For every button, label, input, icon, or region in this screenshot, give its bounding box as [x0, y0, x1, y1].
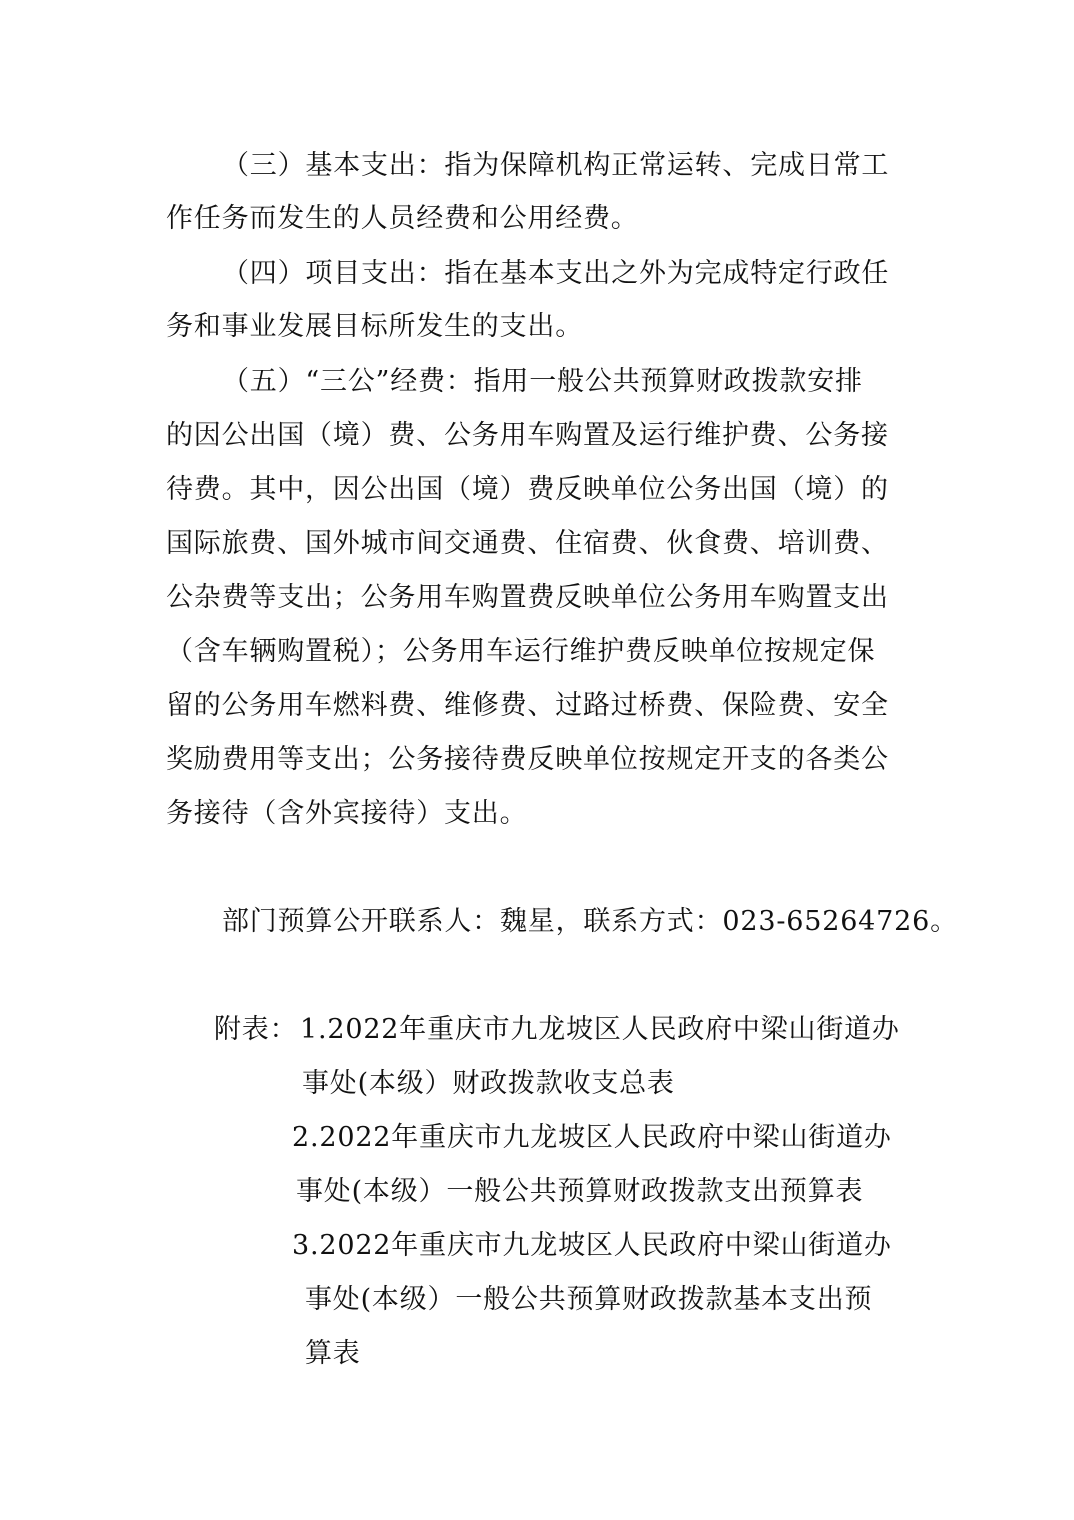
- definition-three-public-line-8: 奖励费用等支出；公务接待费反映单位按规定开支的各类公: [166, 744, 889, 775]
- attachment-item-3-line-2: 事处(本级）一般公共预算财政拨款基本支出预: [305, 1284, 873, 1315]
- definition-three-public-line-2: 的因公出国（境）费、公务用车购置及运行维护费、公务接: [166, 420, 889, 451]
- attachment-item-3-line-3: 算表: [305, 1338, 361, 1369]
- attachment-item-3-line-1: 3.2022年重庆市九龙坡区人民政府中梁山街道办: [292, 1230, 892, 1261]
- definition-basic-expenditure-line-1: （三）基本支出：指为保障机构正常运转、完成日常工: [222, 150, 890, 181]
- definition-three-public-line-1: （五）“三公”经费：指用一般公共预算财政拨款安排: [222, 366, 863, 397]
- definition-three-public-line-9: 务接待（含外宾接待）支出。: [166, 798, 528, 829]
- attachment-item-2-line-1: 2.2022年重庆市九龙坡区人民政府中梁山街道办: [292, 1122, 892, 1153]
- definition-basic-expenditure-line-2: 作任务而发生的人员经费和公用经费。: [166, 203, 639, 234]
- definition-three-public-line-3: 待费。其中，因公出国（境）费反映单位公务出国（境）的: [166, 474, 889, 505]
- definition-three-public-line-7: 留的公务用车燃料费、维修费、过路过桥费、保险费、安全: [166, 690, 889, 721]
- attachment-item-1-line-1: 1.2022年重庆市九龙坡区人民政府中梁山街道办: [300, 1014, 900, 1045]
- definition-project-expenditure-line-2: 务和事业发展目标所发生的支出。: [166, 311, 583, 342]
- definition-three-public-line-6: （含车辆购置税）；公务用车运行维护费反映单位按规定保: [166, 636, 876, 667]
- attachments-label: 附表：: [214, 1014, 298, 1045]
- definition-three-public-line-5: 公杂费等支出；公务用车购置费反映单位公务用车购置支出: [166, 582, 889, 613]
- contact-info: 部门预算公开联系人：魏星，联系方式：023-65264726。: [222, 906, 958, 937]
- attachment-item-1-line-2: 事处(本级）财政拨款收支总表: [302, 1068, 675, 1099]
- definition-project-expenditure-line-1: （四）项目支出：指在基本支出之外为完成特定行政任: [222, 258, 890, 289]
- attachment-item-2-line-2: 事处(本级）一般公共预算财政拨款支出预算表: [296, 1176, 864, 1207]
- definition-three-public-line-4: 国际旅费、国外城市间交通费、住宿费、伙食费、培训费、: [166, 528, 889, 559]
